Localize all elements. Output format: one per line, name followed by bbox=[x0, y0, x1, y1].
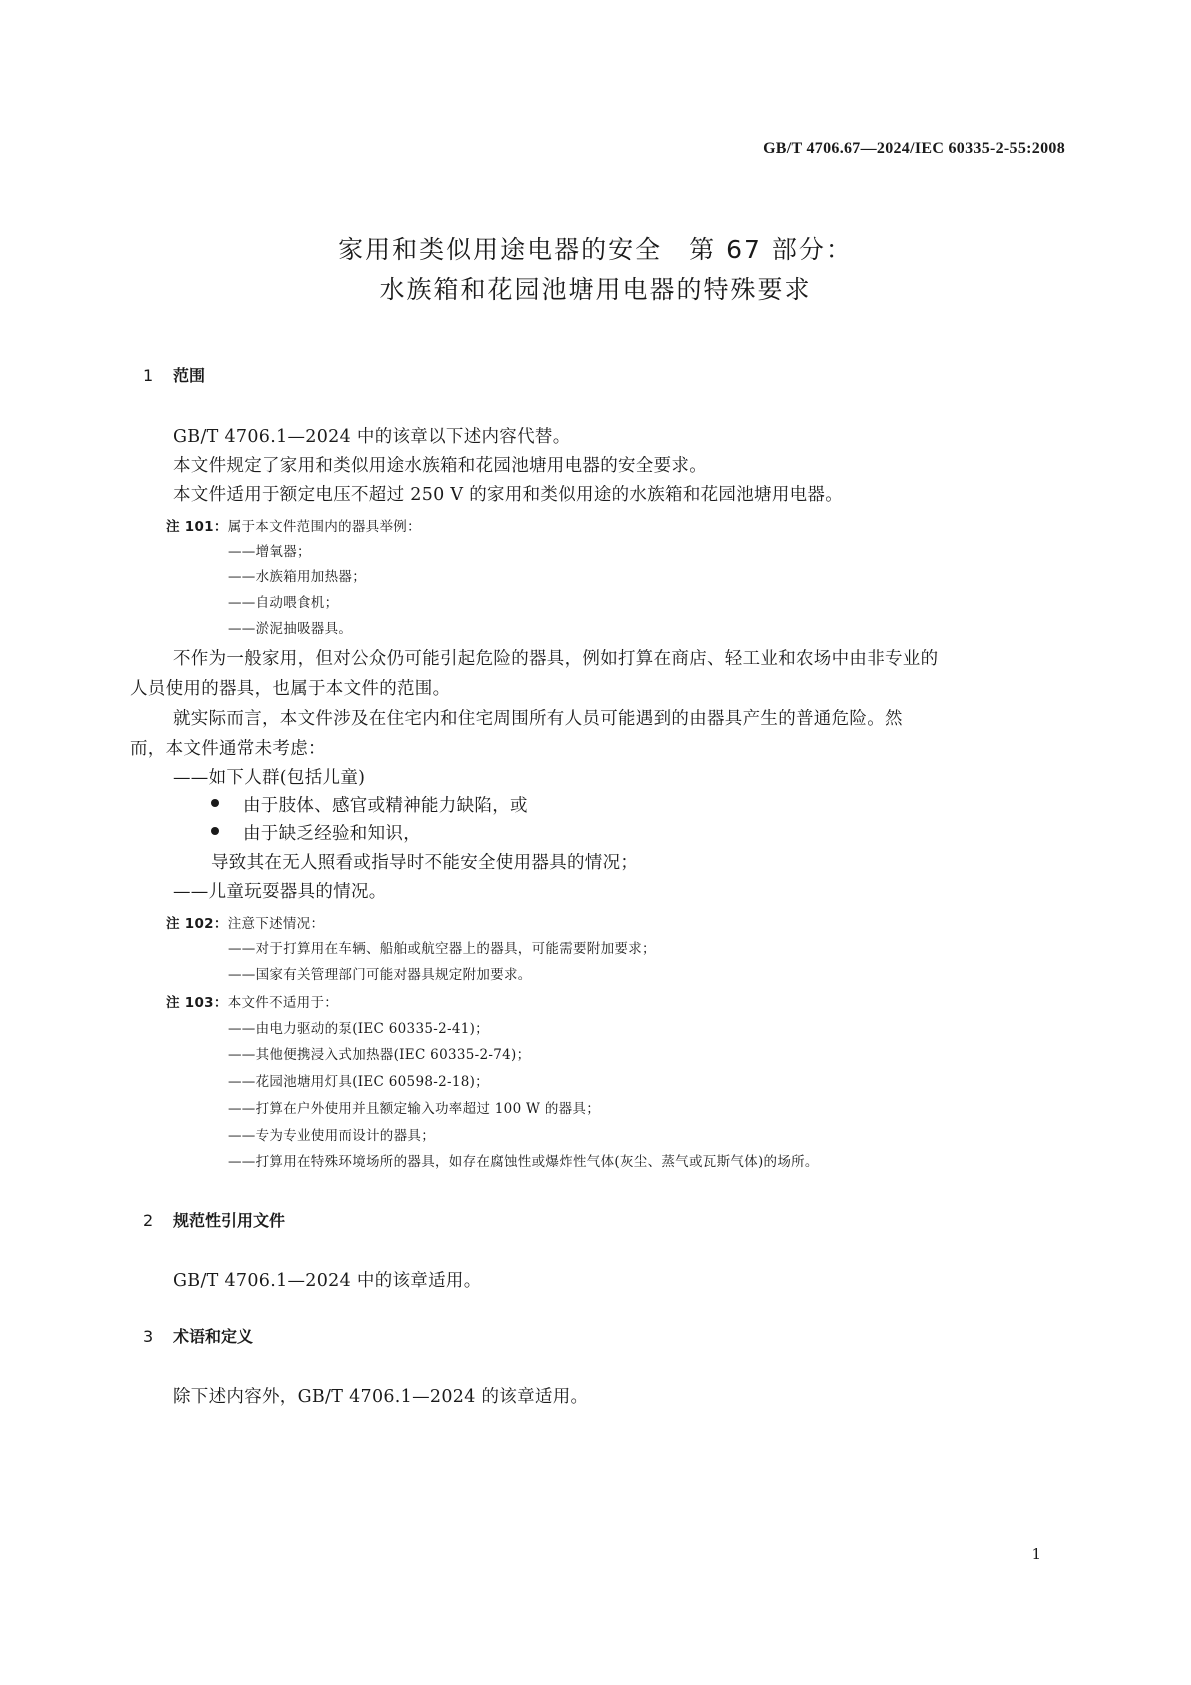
note-item: ——打算在户外使用并且额定输入功率超过 100 W 的器具； bbox=[228, 1101, 601, 1117]
section-1-heading bbox=[143, 363, 205, 386]
section-3-number: 3 bbox=[143, 1327, 154, 1346]
note-item: ——自动喂食机； bbox=[228, 595, 339, 611]
note-text: 本文件不适用于： bbox=[227, 995, 339, 1011]
section-2-title: 规范性引用文件 bbox=[173, 1211, 286, 1230]
note-item: ——对于打算用在车辆、船舶或航空器上的器具，可能需要附加要求； bbox=[228, 941, 656, 957]
bullet-item: 由于缺乏经验和知识， bbox=[243, 824, 421, 844]
note-item: ——花园池塘用灯具(IEC 60598-2-18)； bbox=[228, 1074, 489, 1090]
note-item: ——打算用在特殊环境场所的器具，如存在腐蚀性或爆炸性气体(灰尘、蒸气或瓦斯气体)的场所。 bbox=[228, 1154, 819, 1170]
paragraph: 而，本文件通常未考虑： bbox=[130, 739, 326, 759]
bullet-item: 由于肢体、感官或精神能力缺陷，或 bbox=[243, 796, 528, 816]
section-1-title: 范围 bbox=[173, 366, 206, 385]
bullet-icon bbox=[211, 827, 219, 835]
document-title-line1: 家用和类似用途电器的安全 第 67 部分： bbox=[338, 235, 853, 264]
section-3-heading bbox=[143, 1324, 253, 1347]
note-102 bbox=[166, 912, 324, 932]
dash-item: ——如下人群(包括儿童) bbox=[173, 768, 366, 788]
note-item: ——其他便携浸入式加热器(IEC 60335-2-74)； bbox=[228, 1047, 531, 1063]
note-item: ——国家有关管理部门可能对器具规定附加要求。 bbox=[228, 967, 532, 983]
paragraph: GB/T 4706.1—2024 中的该章适用。 bbox=[173, 1271, 482, 1291]
note-text: 注意下述情况： bbox=[227, 916, 325, 932]
section-2-number: 2 bbox=[143, 1211, 154, 1230]
note-label: 注 102： bbox=[166, 916, 228, 932]
page-number: 1 bbox=[1031, 1545, 1041, 1563]
paragraph: 导致其在无人照看或指导时不能安全使用器具的情况； bbox=[211, 853, 639, 873]
section-1-number: 1 bbox=[143, 366, 154, 385]
note-item: ——淤泥抽吸器具。 bbox=[228, 621, 353, 637]
standard-code: GB/T 4706.67—2024/IEC 60335-2-55:2008 bbox=[763, 140, 1065, 157]
section-2-heading bbox=[143, 1208, 285, 1231]
note-label: 注 101： bbox=[166, 519, 228, 535]
note-101 bbox=[166, 515, 421, 535]
note-item: ——增氧器； bbox=[228, 544, 311, 560]
note-item: ——水族箱用加热器； bbox=[228, 569, 366, 585]
paragraph: 不作为一般家用，但对公众仍可能引起危险的器具，例如打算在商店、轻工业和农场中由非专业的 bbox=[173, 649, 939, 669]
note-item: ——由电力驱动的泵(IEC 60335-2-41)； bbox=[228, 1021, 489, 1037]
document-title-line2: 水族箱和花园池塘用电器的特殊要求 bbox=[379, 275, 812, 304]
paragraph: 除下述内容外，GB/T 4706.1—2024 的该章适用。 bbox=[173, 1387, 589, 1407]
section-3-title: 术语和定义 bbox=[173, 1327, 254, 1346]
note-label: 注 103： bbox=[166, 995, 228, 1011]
note-103 bbox=[166, 991, 338, 1011]
bullet-icon bbox=[211, 799, 219, 807]
note-item: ——专为专业使用而设计的器具； bbox=[228, 1128, 435, 1144]
paragraph: 人员使用的器具，也属于本文件的范围。 bbox=[130, 679, 451, 699]
paragraph: 本文件适用于额定电压不超过 250 V 的家用和类似用途的水族箱和花园池塘用电器。 bbox=[173, 485, 844, 505]
paragraph: GB/T 4706.1—2024 中的该章以下述内容代替。 bbox=[173, 427, 571, 447]
note-text: 属于本文件范围内的器具举例： bbox=[227, 519, 421, 535]
paragraph: 就实际而言，本文件涉及在住宅内和住宅周围所有人员可能遇到的由器具产生的普通危险。然 bbox=[173, 709, 903, 729]
paragraph: 本文件规定了家用和类似用途水族箱和花园池塘用电器的安全要求。 bbox=[173, 456, 707, 476]
dash-item: ——儿童玩耍器具的情况。 bbox=[173, 882, 387, 902]
